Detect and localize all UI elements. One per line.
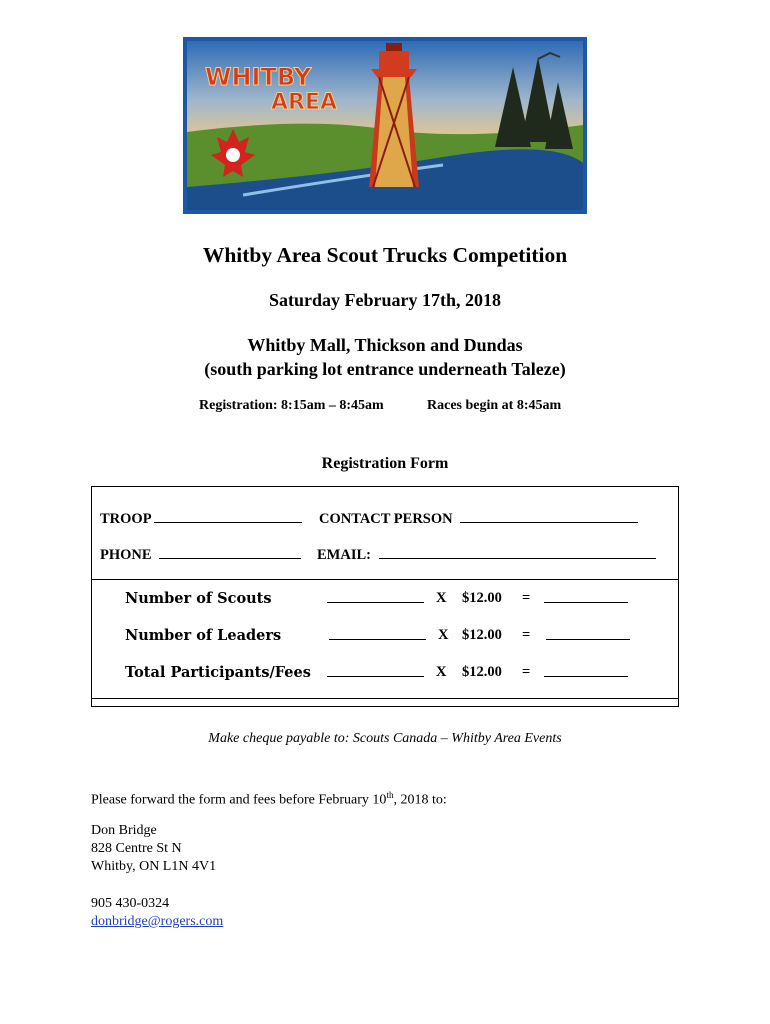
phone-label: PHONE — [100, 547, 152, 563]
fee-equals: = — [522, 627, 531, 643]
contact-email-link[interactable]: donbridge@rogers.com — [91, 914, 224, 929]
fee-row-leaders — [92, 627, 678, 647]
fee-equals: = — [522, 590, 531, 606]
contact-person-line[interactable] — [460, 508, 638, 523]
cheque-note: Make cheque payable to: Scouts Canada – Whitby Area Events — [208, 731, 562, 746]
contact-address — [91, 822, 216, 876]
form-title: Registration Form — [321, 455, 449, 472]
contact-name: Don Bridge — [91, 823, 157, 838]
contact-person-field[interactable] — [319, 508, 638, 528]
fee-price: $12.00 — [462, 664, 502, 680]
troop-label: TROOP — [100, 511, 152, 527]
fee-multiplier: X — [438, 627, 449, 643]
fee-price: $12.00 — [462, 590, 502, 606]
fee-row-label: Number of Scouts — [125, 590, 272, 607]
contact-city: Whitby, ON L1N 4V1 — [91, 859, 217, 874]
leaders-total-blank[interactable] — [546, 627, 630, 640]
form-divider — [92, 579, 678, 580]
fee-row-label: Number of Leaders — [125, 627, 282, 644]
svg-text:AREA: AREA — [271, 90, 338, 115]
phone-line[interactable] — [159, 544, 301, 559]
email-field[interactable] — [317, 544, 656, 564]
svg-text:WHITBY: WHITBY — [205, 63, 312, 91]
fee-row-scouts — [92, 590, 678, 610]
location-line-2: (south parking lot entrance underneath Taleze) — [204, 359, 566, 379]
event-date: Saturday February 17th, 2018 — [268, 290, 501, 310]
scouts-total-blank[interactable] — [544, 590, 628, 603]
fee-row-total — [92, 664, 678, 684]
race-time: Races begin at 8:45am — [427, 398, 562, 413]
contact-phone: 905 430-0324 — [91, 896, 170, 911]
fee-row-label: Total Participants/Fees — [125, 664, 311, 681]
contact-person-label: CONTACT PERSON — [319, 511, 453, 527]
total-count-blank[interactable] — [327, 664, 424, 677]
registration-time: Registration: 8:15am – 8:45am — [199, 398, 384, 413]
email-line[interactable] — [379, 544, 656, 559]
event-title: Whitby Area Scout Trucks Competition — [202, 243, 568, 267]
form-bottom-line — [92, 698, 678, 699]
fee-multiplier: X — [436, 664, 447, 680]
fee-equals: = — [522, 664, 531, 680]
troop-field[interactable] — [100, 508, 302, 528]
troop-line[interactable] — [154, 508, 302, 523]
email-label: EMAIL: — [317, 547, 371, 563]
phone-field[interactable] — [100, 544, 301, 564]
location-line-1: Whitby Mall, Thickson and Dundas — [247, 335, 523, 355]
forward-instructions: Please forward the form and fees before February 10th, 2018 to: — [91, 790, 447, 808]
total-fees-blank[interactable] — [544, 664, 628, 677]
contact-street: 828 Centre St N — [91, 841, 182, 856]
whitby-area-logo — [183, 37, 587, 214]
event-location — [0, 333, 770, 381]
leaders-count-blank[interactable] — [329, 627, 426, 640]
scouts-count-blank[interactable] — [327, 590, 424, 603]
fee-multiplier: X — [436, 590, 447, 606]
fee-price: $12.00 — [462, 627, 502, 643]
registration-form — [91, 486, 679, 707]
contact-reach — [91, 895, 223, 931]
